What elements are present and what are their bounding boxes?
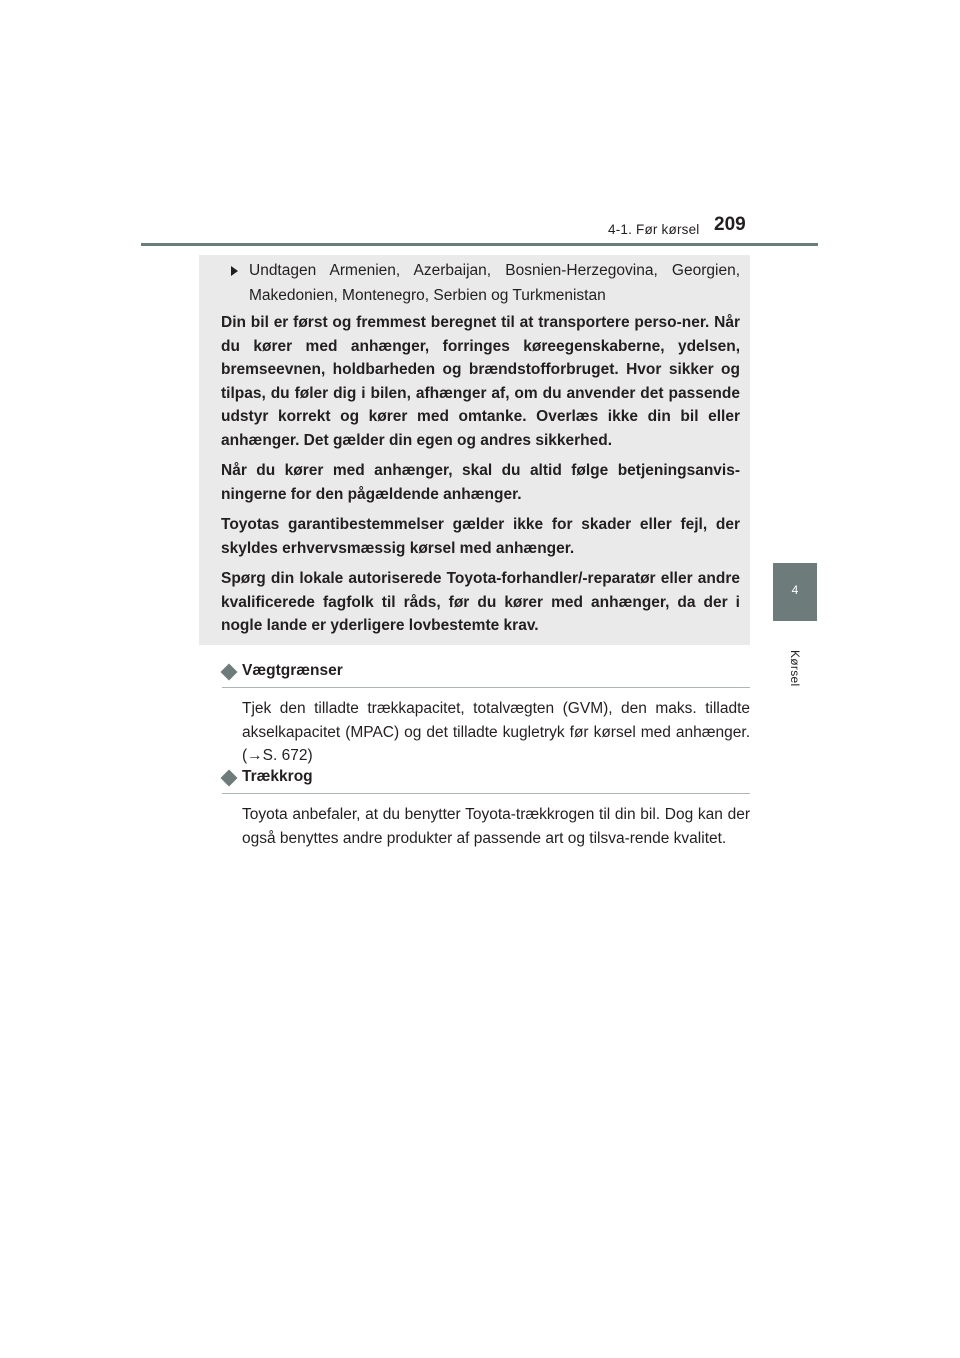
section-title: Vægtgrænser (242, 662, 343, 679)
section-title: Trækkrog (242, 768, 313, 785)
section-weight-limits (222, 662, 750, 768)
note-list-item-text: Undtagen Armenien, Azerbaijan, Bosnien-Herzegovina, Georgien, Makedonien, Montenegro, Serbien og Turkmenistan (249, 262, 740, 304)
note-list-item (221, 258, 740, 308)
diamond-bullet-icon (221, 664, 238, 681)
section-body: Toyota anbefaler, at du benytter Toyota-trækkrogen til din bil. Dog kan der også benyttes andre produkter af passende art og tilsva-rende kvalitet. (242, 806, 750, 847)
chapter-tab-number: 4 (791, 583, 799, 597)
note-paragraph: Din bil er først og fremmest beregnet til at transportere perso-ner. Når du kører med anhænger, forringes køreegenskaberne, ydelsen, bremseevnen, holdbarheden og brændstofforbruget. Hvor sikker og tilpas, du føler dig i bilen, afhænger af, om du anvender det passende udstyr korrekt og kører med omtanke. Overlæs ikke din bil eller anhænger. Det gælder din egen og andres sikkerhed. (221, 314, 740, 449)
page-number: 209 (714, 214, 746, 235)
chapter-tab (773, 563, 817, 621)
section-heading (222, 662, 750, 688)
note-paragraph: Når du kører med anhænger, skal du altid følge betjeningsanvis-ningerne for den pågældende anhænger. (221, 462, 740, 503)
note-paragraph: Toyotas garantibestemmelser gælder ikke for skader eller fejl, der skyldes erhvervsmæssig kørsel med anhænger. (221, 516, 740, 557)
triangle-bullet-icon (231, 266, 238, 276)
section-tow-hitch (222, 768, 750, 850)
chapter-tab-label: Kørsel (788, 650, 802, 687)
section-heading (222, 768, 750, 794)
section-body: Tjek den tilladte trækkapacitet, totalvægten (GVM), den maks. tilladte akselkapacitet (MPAC) og det tilladte kugletryk før kørsel med anhænger. (→S. 672) (242, 700, 750, 764)
note-paragraph: Spørg din lokale autoriserede Toyota-forhandler/-reparatør eller andre kvalificerede fagfolk til råds, før du kører med anhænger, da der i nogle lande er yderligere lovbestemte krav. (221, 570, 740, 634)
note-box (199, 255, 750, 645)
header-rule (141, 243, 818, 246)
header-section-title: 4-1. Før kørsel (608, 222, 700, 237)
diamond-bullet-icon (221, 770, 238, 787)
